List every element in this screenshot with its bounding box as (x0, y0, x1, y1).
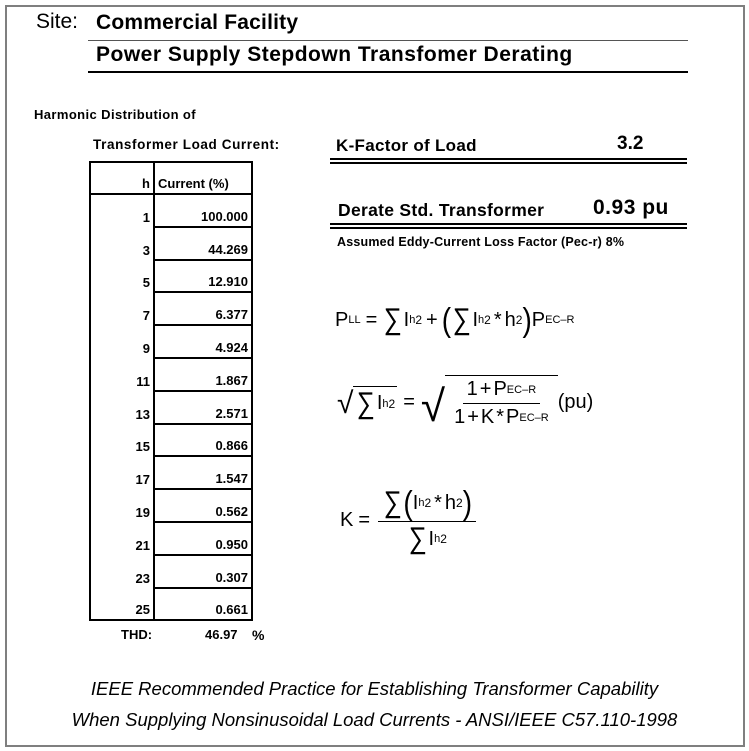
symbol-p: P (335, 308, 349, 331)
digit-1: 1 (454, 406, 466, 428)
sigma-icon: ∑ (383, 303, 403, 336)
harmonic-current[interactable]: 12.910 (154, 260, 252, 293)
subscript-ec-r: EC–R (519, 411, 549, 424)
radicand (353, 386, 397, 419)
numerator (463, 378, 541, 404)
harmonic-current[interactable]: 6.377 (154, 292, 252, 325)
right-paren: ) (462, 483, 473, 521)
times-sign: * (434, 491, 442, 514)
kfactor-value: 3.2 (617, 133, 644, 154)
harmonic-order: 15 (90, 424, 154, 457)
symbol-i: I (472, 308, 479, 331)
harmonic-current[interactable]: 0.562 (154, 489, 252, 522)
subscript-ec-r: EC–R (545, 314, 575, 326)
document-title: Power Supply Stepdown Transfomer Derating (96, 43, 573, 66)
table-row (90, 194, 252, 227)
superscript-2: 2 (456, 496, 463, 510)
table-row (90, 292, 252, 325)
derate-label: Derate Std. Transformer (338, 200, 545, 220)
harmonic-order: 5 (90, 260, 154, 293)
radical-icon: √ (337, 386, 354, 420)
thd-unit: % (252, 627, 265, 643)
table-row (90, 489, 252, 522)
sigma-icon: ∑ (452, 303, 471, 336)
harmonic-current[interactable]: 4.924 (154, 325, 252, 358)
table-row (90, 260, 252, 293)
site-label: Site: (36, 10, 79, 33)
superscript-2: 2 (388, 396, 396, 411)
radical-icon: √ (420, 382, 446, 431)
harmonic-order: 23 (90, 555, 154, 588)
superscript-2: 2 (515, 313, 523, 327)
harmonic-order: 19 (90, 489, 154, 522)
right-paren: ) (522, 300, 532, 338)
sigma-icon: ∑ (383, 486, 402, 519)
table-header-row (90, 162, 252, 194)
table-row (90, 456, 252, 489)
harmonic-order: 25 (90, 588, 154, 621)
times-sign: * (493, 308, 502, 331)
reference-line2: When Supplying Nonsinusoidal Load Currents - ANSI/IEEE C57.110-1998 (71, 709, 678, 730)
square-root (337, 386, 397, 419)
symbol-i: I (403, 308, 410, 331)
site-name: Commercial Facility (96, 11, 299, 34)
plus-sign: + (479, 378, 492, 400)
formula-k-factor (340, 483, 479, 555)
subscript-h: h (418, 497, 425, 509)
harmonic-current[interactable]: 0.866 (154, 424, 252, 457)
table-row (90, 522, 252, 555)
subscript-ec-r: EC–R (506, 383, 537, 396)
thd-label: THD: (121, 627, 153, 642)
digit-1: 1 (466, 378, 478, 400)
sigma-icon: ∑ (408, 522, 427, 555)
harmonic-current[interactable]: 2.571 (154, 391, 252, 424)
harmonic-current[interactable]: 44.269 (154, 227, 252, 260)
times-sign: * (496, 406, 505, 428)
equals-sign: = (358, 509, 371, 531)
harmonic-order: 7 (90, 292, 154, 325)
harmonic-caption-line1: Harmonic Distribution of (34, 107, 196, 122)
harmonic-order: 17 (90, 456, 154, 489)
subscript-ll: LL (348, 314, 361, 326)
denominator (450, 404, 553, 429)
table-row (90, 555, 252, 588)
harmonic-order: 1 (90, 194, 154, 227)
column-header-h: h (90, 162, 154, 194)
superscript-2: 2 (415, 313, 423, 327)
harmonic-order: 11 (90, 358, 154, 391)
numerator (378, 483, 476, 522)
sigma-icon: ∑ (357, 386, 376, 420)
harmonic-current[interactable]: 0.950 (154, 522, 252, 555)
harmonic-current[interactable]: 0.307 (154, 555, 252, 588)
table-row (90, 424, 252, 457)
site-underline (88, 40, 688, 41)
superscript-2: 2 (424, 496, 432, 510)
symbol-p: P (493, 378, 507, 400)
plus-sign: + (426, 308, 438, 331)
denominator (403, 522, 451, 554)
column-header-current: Current (%) (154, 162, 252, 194)
harmonic-current[interactable]: 1.547 (154, 456, 252, 489)
table-row (90, 358, 252, 391)
left-paren: ( (441, 300, 452, 338)
harmonic-table (89, 161, 253, 621)
table-row (90, 227, 252, 260)
table-row (90, 391, 252, 424)
plus-sign: + (467, 406, 479, 428)
subscript-h: h (382, 397, 389, 410)
symbol-i: I (376, 392, 383, 414)
per-unit-label: (pu) (557, 390, 594, 413)
fraction (450, 378, 553, 429)
table-row (90, 325, 252, 358)
superscript-2: 2 (484, 313, 491, 327)
eddy-current-factor (337, 235, 624, 249)
kfactor-double-underline (330, 158, 687, 164)
harmonic-order: 9 (90, 325, 154, 358)
symbol-k: K (480, 406, 495, 428)
harmonic-current[interactable]: 1.867 (154, 358, 252, 391)
kfactor-label: K-Factor of Load (336, 136, 477, 155)
reference-line1: IEEE Recommended Practice for Establishing Transformer Capability (90, 678, 659, 699)
symbol-k: K (340, 509, 354, 531)
symbol-p: P (531, 308, 546, 331)
radicand (445, 375, 558, 429)
title-underline (88, 71, 688, 73)
eddy-label: Assumed Eddy-Current Loss Factor (Pec-r) (337, 235, 602, 249)
harmonic-current[interactable]: 0.661 (154, 588, 252, 621)
harmonic-current[interactable]: 100.000 (154, 194, 252, 227)
harmonic-caption-line2: Transformer Load Current: (93, 137, 280, 152)
square-root (421, 375, 558, 429)
symbol-h: h (444, 491, 457, 514)
equals-sign: = (403, 390, 415, 413)
derate-double-underline (330, 223, 687, 229)
thd-value: 46.97 (205, 627, 238, 642)
equals-sign: = (365, 308, 378, 331)
formula-load-loss (335, 300, 575, 338)
subscript-h: h (434, 533, 441, 545)
left-paren: ( (403, 483, 413, 521)
harmonic-order: 13 (90, 391, 154, 424)
harmonic-order: 21 (90, 522, 154, 555)
symbol-i: I (412, 491, 419, 514)
symbol-p: P (506, 406, 520, 428)
derate-value: 0.93 pu (593, 196, 669, 219)
table-row (90, 588, 252, 621)
symbol-i: I (428, 527, 435, 550)
formula-rms-current (337, 375, 593, 429)
subscript-h: h (409, 314, 416, 326)
eddy-value: 8% (605, 235, 625, 249)
superscript-2: 2 (440, 532, 447, 546)
harmonic-order: 3 (90, 227, 154, 260)
fraction (378, 483, 476, 555)
subscript-h: h (478, 314, 485, 326)
symbol-h: h (504, 308, 516, 331)
